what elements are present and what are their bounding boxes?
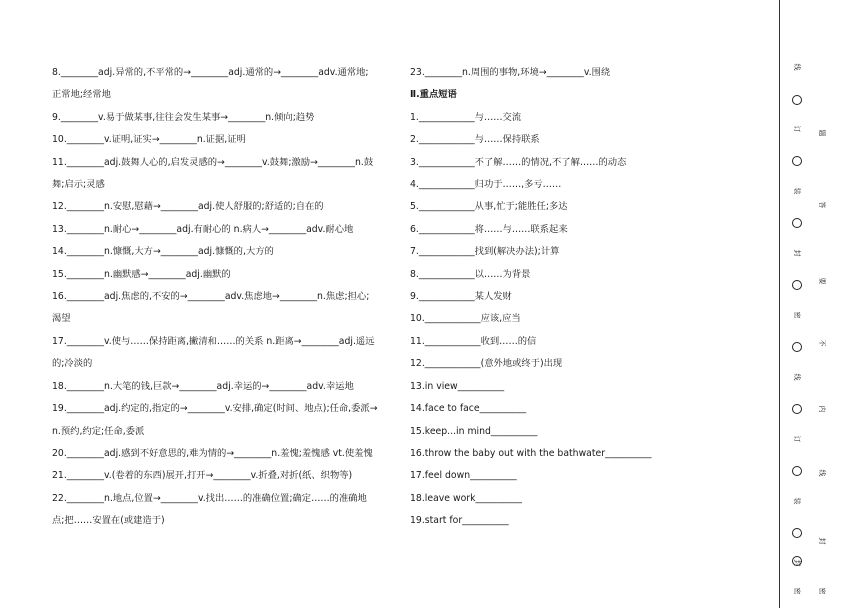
- phrase-item: 5.____________从事,忙于;能胜任;多达: [410, 201, 568, 213]
- binding-circle-icon: [792, 528, 802, 538]
- binding-char: 要: [818, 277, 826, 285]
- binding-char: 密: [793, 311, 801, 319]
- binding-char: 装: [793, 497, 801, 505]
- exercise-line: 21.________v.(卷着的东西)展开,打开→________v.折叠,对折(纸、织物等): [52, 470, 353, 482]
- phrase-item: 18.leave work__________: [410, 492, 522, 504]
- exercise-line: 8.________adj.异常的,不平常的→________adj.通常的→________adv.通常地;: [52, 67, 369, 78]
- phrase-item: 4.____________归功于……,多亏……: [410, 179, 562, 191]
- binding-char: 答: [818, 201, 826, 209]
- binding-char: 线: [818, 469, 826, 477]
- binding-circle-icon: [792, 218, 802, 228]
- binding-char: 封: [818, 537, 826, 545]
- exercise-line: 舞;启示;灵感: [52, 179, 105, 191]
- phrase-item: 1.____________与……交流: [410, 111, 522, 123]
- binding-circle-icon: [792, 466, 802, 476]
- binding-line: [779, 0, 780, 608]
- exercise-line: 10.________v.证明,证实→________n.证据,证明: [52, 134, 246, 146]
- binding-circle-icon: [792, 280, 802, 290]
- phrase-item: 8.____________以……为背景: [410, 268, 531, 280]
- binding-char: 题: [818, 129, 826, 137]
- binding-char: 密: [818, 587, 826, 595]
- exercise-line: 20.________adj.感到不好意思的,难为情的→________n.羞愧;羞愧感 vt.使羞愧: [52, 447, 373, 459]
- phrase-item: 9.____________某人发财: [410, 291, 512, 303]
- left-exercise-column: [52, 62, 394, 533]
- exercise-line: 14.________n.慷慨,大方→________adj.慷慨的,大方的: [52, 246, 274, 258]
- binding-circle-icon: [792, 556, 802, 566]
- phrase-item: 19.start for__________: [410, 515, 509, 527]
- phrase-item: 10.____________应该,应当: [410, 313, 521, 325]
- exercise-line: 19.________adj.约定的,指定的→________v.安排,确定(时间、地点);任命,委派→: [52, 403, 378, 415]
- exercise-line: 12.________n.安慰,慰藉→________adj.使人舒服的;舒适的;自在的: [52, 201, 324, 213]
- exercise-line: 16.________adj.焦虑的,不安的→________adv.焦虑地→________n.焦虑;担心;: [52, 291, 370, 303]
- phrase-item: 12.____________(意外地或终于)出现: [410, 358, 563, 370]
- phrase-item: 14.face to face__________: [410, 403, 527, 415]
- binding-char: 封: [793, 249, 801, 257]
- binding-margin-outer: [783, 0, 811, 608]
- phrase-item: 15.keep...in mind__________: [410, 425, 538, 437]
- binding-char: 线: [793, 373, 801, 381]
- binding-circle-icon: [792, 342, 802, 352]
- section-title-key-phrases: Ⅱ.重点短语: [410, 89, 457, 101]
- binding-char: 内: [818, 405, 826, 413]
- exercise-line: 渴望: [52, 313, 71, 325]
- binding-char: 不: [818, 339, 826, 347]
- exercise-line: n.预约,约定;任命,委派: [52, 425, 145, 437]
- binding-char: 线: [793, 63, 801, 71]
- exercise-line: 22.________n.地点,位置→________v.找出……的准确位置;确定……的准确地: [52, 492, 367, 504]
- phrase-item: 17.feel down__________: [410, 470, 517, 482]
- phrase-item: 11.____________收到……的信: [410, 335, 537, 347]
- binding-char: 装: [793, 187, 801, 195]
- right-exercise-column: [410, 62, 755, 533]
- exercise-line: 17.________v.使与……保持距离,撇清和……的关系 n.距离→________adj.遥远: [52, 335, 375, 347]
- phrase-item: 13.in view__________: [410, 380, 505, 392]
- phrase-item: 7.____________找到(解决办法);计算: [410, 246, 560, 258]
- exercise-line: 13.________n.耐心→________adj.有耐心的 n.病人→________adv.耐心地: [52, 223, 354, 235]
- exercise-line: 9.________v.易于做某事,往往会发生某事→________n.倾向;趋势: [52, 111, 315, 123]
- phrase-item: 6.____________将……与……联系起来: [410, 223, 568, 235]
- binding-circle-icon: [792, 156, 802, 166]
- binding-margin-inner: [808, 0, 836, 608]
- binding-char: 订: [793, 435, 801, 443]
- exercise-line: 的;冷淡的: [52, 358, 93, 370]
- phrase-item: 3.____________不了解……的情况,不了解……的动态: [410, 156, 627, 168]
- binding-char: 封: [793, 559, 801, 567]
- binding-circle-icon: [792, 404, 802, 414]
- phrase-item: 16.throw the baby out with the bathwater__________: [410, 447, 652, 459]
- exercise-line: 15.________n.幽默感→________adj.幽默的: [52, 268, 231, 280]
- exercise-line: 点;把……安置在(或建造于): [52, 515, 165, 527]
- binding-char: 密: [793, 587, 801, 595]
- binding-char: 订: [793, 125, 801, 133]
- phrase-list: [410, 107, 755, 533]
- exercise-item-23: 23.________n.周围的事物,环境→________v.围绕: [410, 67, 611, 78]
- binding-circle-icon: [792, 95, 802, 105]
- exercise-line: 正常地;经常地: [52, 89, 111, 101]
- exercise-line: 18.________n.大笔的钱,巨款→________adj.幸运的→________adv.幸运地: [52, 380, 354, 392]
- exercise-line: 11.________adj.鼓舞人心的,启发灵感的→________v.鼓舞;激励→________n.鼓: [52, 156, 374, 168]
- phrase-item: 2.____________与……保持联系: [410, 134, 540, 146]
